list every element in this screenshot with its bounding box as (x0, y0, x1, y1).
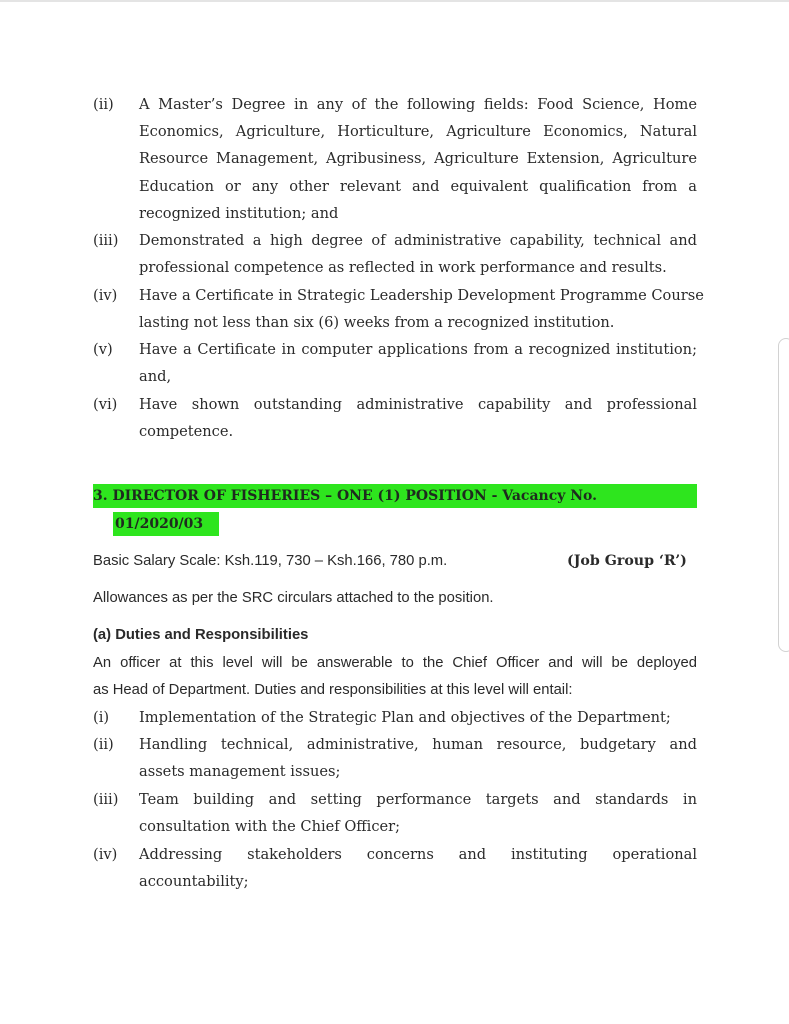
item-text (139, 91, 697, 227)
text-line: Demonstrated a high degree of administrative capability, technical and (139, 232, 697, 249)
text-line: Have a Certificate in Strategic Leadership Development Programme Course (139, 287, 704, 304)
item-text (139, 282, 704, 336)
item-number: (vi) (93, 396, 118, 413)
text-line: Have a Certificate in computer applications from a recognized institution; (139, 341, 697, 358)
text-line: Economics, Agriculture, Horticulture, Agriculture Economics, Natural (139, 123, 697, 141)
item-number: (v) (93, 341, 113, 358)
intro-line: as Head of Department. Duties and responsibilities at this level will entail: (93, 682, 573, 698)
item-text (139, 391, 697, 445)
text-line: Handling technical, administrative, human resource, budgetary and (139, 736, 697, 753)
item-text (139, 704, 697, 731)
item-number: (ii) (93, 96, 114, 113)
item-number: (iv) (93, 846, 118, 863)
text-line: Addressing stakeholders concerns and instituting operational (139, 846, 697, 863)
item-number: (i) (93, 709, 110, 726)
intro-line: An officer at this level will be answerable to the Chief Officer and will be deployed (93, 655, 697, 671)
top-border (0, 0, 789, 2)
item-number: (iv) (93, 287, 118, 304)
text-line: assets management issues; (139, 763, 341, 781)
allowances-text: Allowances as per the SRC circulars attached to the position. (93, 590, 494, 606)
text-line: Implementation of the Strategic Plan and objectives of the Department; (139, 709, 671, 726)
text-line: competence. (139, 423, 234, 441)
item-number: (iii) (93, 791, 119, 808)
item-text (139, 841, 697, 895)
text-line: accountability; (139, 873, 249, 891)
item-text (139, 227, 697, 281)
job-group: (Job Group ‘R’) (567, 553, 687, 569)
scroll-handle[interactable] (778, 338, 789, 652)
text-line: Team building and setting performance targets and standards in (139, 791, 697, 808)
text-line: consultation with the Chief Officer; (139, 818, 401, 836)
item-number: (iii) (93, 232, 119, 249)
vacancy-number: 01/2020/03 (113, 512, 219, 536)
text-line: Have shown outstanding administrative capability and professional (139, 396, 697, 413)
item-text (139, 786, 697, 840)
position-heading: 3. DIRECTOR OF FISHERIES – ONE (1) POSITION - Vacancy No. (93, 484, 697, 508)
text-line: Resource Management, Agribusiness, Agriculture Extension, Agriculture (139, 150, 697, 168)
text-line: and, (139, 368, 172, 386)
section-heading: (a) Duties and Responsibilities (93, 627, 309, 643)
text-line: professional competence as reflected in work performance and results. (139, 259, 667, 277)
text-line: A Master’s Degree in any of the following fields: Food Science, Home (139, 96, 697, 113)
item-text (139, 336, 697, 390)
salary-scale: Basic Salary Scale: Ksh.119, 730 – Ksh.166, 780 p.m. (93, 553, 448, 569)
item-number: (ii) (93, 736, 114, 753)
text-line: recognized institution; and (139, 204, 339, 222)
text-line: lasting not less than six (6) weeks from a recognized institution. (139, 314, 615, 332)
text-line: Education or any other relevant and equivalent qualification from a (139, 177, 697, 195)
item-text (139, 731, 697, 785)
